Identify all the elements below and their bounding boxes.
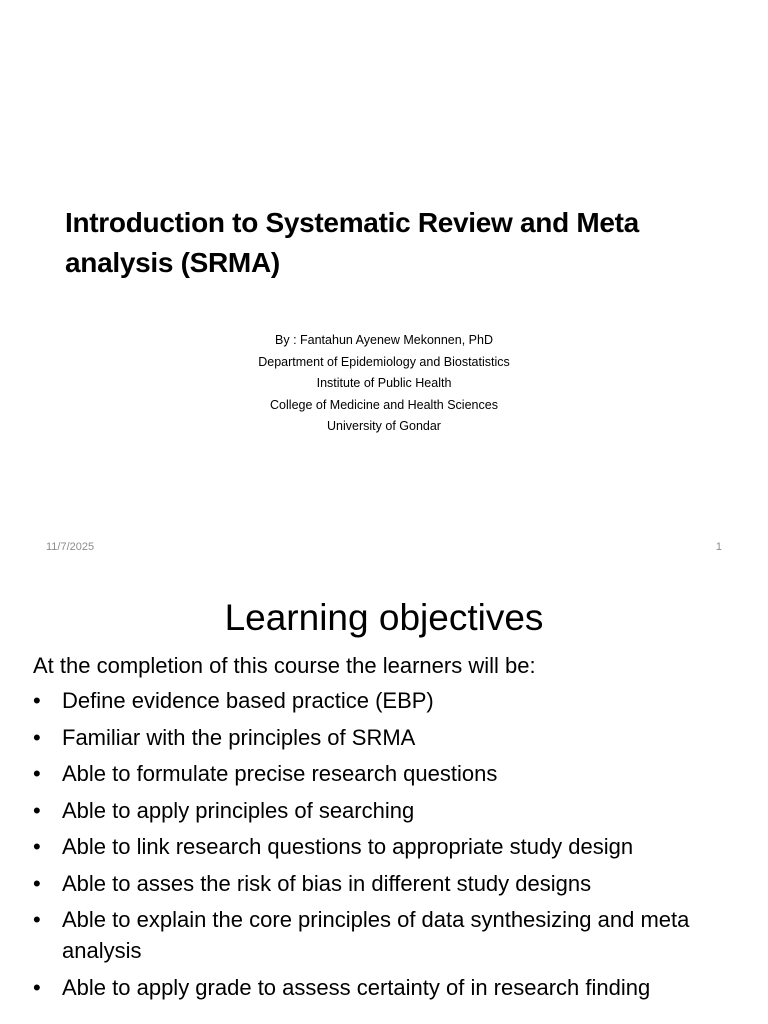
bullet-icon: •	[33, 761, 41, 786]
objective-text: Define evidence based practice (EBP)	[62, 688, 434, 713]
slide-title: Introduction to Systematic Review and Meta analysis (SRMA)	[65, 207, 639, 278]
objective-text: Able to apply grade to assess certainty of in research finding	[62, 974, 651, 1000]
objective-item	[0, 758, 768, 789]
objective-item	[0, 904, 768, 966]
objectives-list	[0, 685, 768, 1008]
institute-line: Institute of Public Health	[316, 376, 452, 390]
objective-text: Able to formulate precise research questions	[62, 761, 498, 786]
page-number: 1	[715, 541, 722, 553]
objective-item	[0, 868, 768, 899]
author-line: By : Fantahun Ayenew Mekonnen, PhD	[275, 333, 493, 347]
slide-title: Learning objectives	[224, 597, 544, 638]
bullet-icon: •	[33, 688, 41, 713]
author-block	[0, 330, 768, 438]
bullet-icon: •	[33, 974, 41, 1000]
objective-text: Able to link research questions to appropriate study design	[62, 834, 634, 859]
objective-item	[0, 831, 768, 862]
department-line: Department of Epidemiology and Biostatistics	[258, 354, 510, 369]
learning-objectives-slide	[0, 576, 768, 1024]
objective-text: Familiar with the principles of SRMA	[62, 724, 416, 750]
bullet-icon: •	[33, 907, 41, 932]
bullet-icon: •	[33, 797, 41, 823]
objective-text: Able to apply principles of searching	[62, 797, 415, 823]
bullet-icon: •	[33, 834, 41, 859]
footer-date: 11/7/2025	[46, 541, 95, 553]
objective-text: Able to asses the risk of bias in different study designs	[62, 870, 592, 896]
university-line: University of Gondar	[327, 419, 441, 433]
bullet-icon: •	[33, 870, 41, 896]
objective-item	[0, 795, 768, 826]
objective-text: Able to explain the core principles of data synthesizing and meta analysis	[62, 907, 690, 963]
objective-item	[0, 685, 768, 716]
bullet-icon: •	[33, 724, 41, 750]
objective-item	[0, 722, 768, 753]
intro-text: At the completion of this course the learners will be:	[33, 653, 536, 678]
objective-item	[0, 972, 768, 1003]
college-line: College of Medicine and Health Sciences	[270, 397, 498, 412]
